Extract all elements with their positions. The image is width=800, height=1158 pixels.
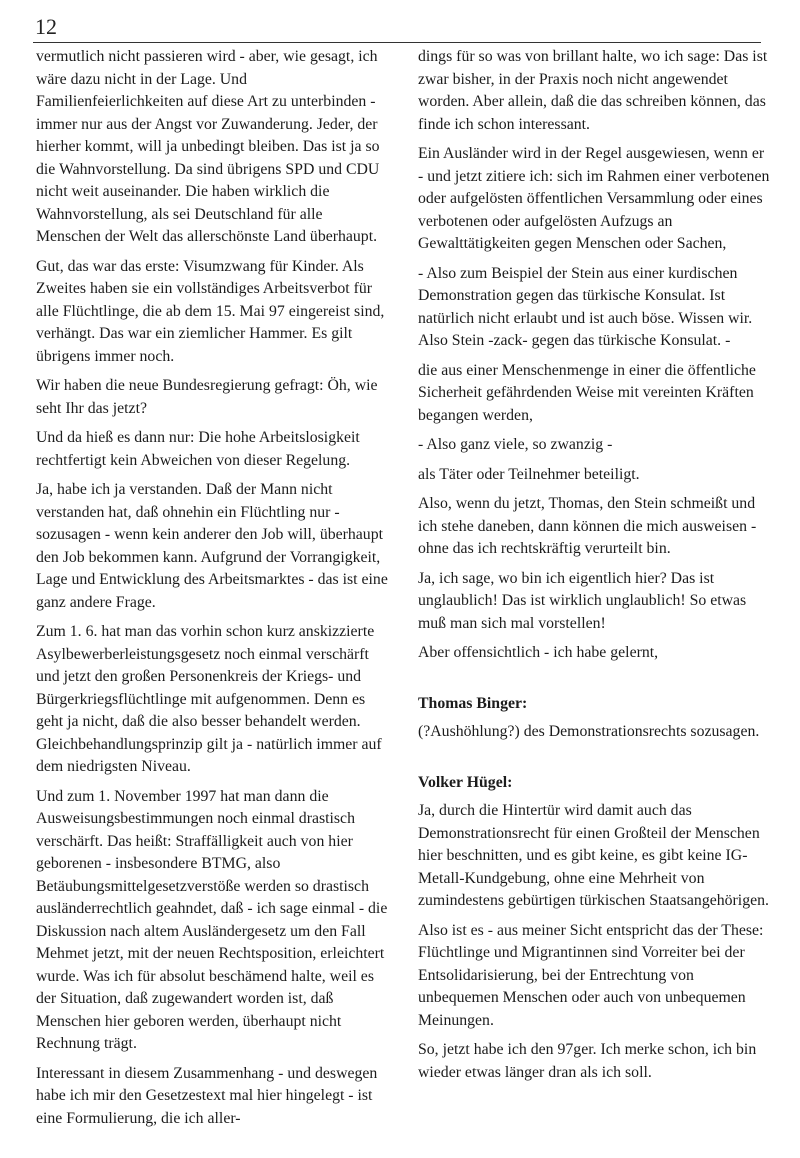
paragraph: dings für so was von brillant halte, wo ich sage: Das ist zwar bisher, in der Praxis noch nicht angewendet worden. Aber allein, daß die das schreiben können, das finde ich schon interessant.: [418, 48, 768, 133]
right-column: [418, 46, 770, 1091]
speaker-heading-thomas-binger: Thomas Binger:: [418, 694, 528, 712]
paragraph: Ja, habe ich ja verstanden. Daß der Mann nicht verstanden hat, daß ohnehin ein Flüchtling nur - sozusagen - wenn kein anderer den Job will, überhaupt den Job bekommen kann. Aufgrund der Vorrangigkeit, Lage und Entwicklung des Arbeitsmarktes - das ist eine ganz andere Frage.: [36, 481, 388, 611]
paragraph: Aber offensichtlich - ich habe gelernt,: [418, 644, 659, 661]
paragraph: Wir haben die neue Bundesregierung gefragt: Öh, wie seht Ihr das jetzt?: [36, 377, 378, 417]
header-rule: [33, 42, 761, 43]
paragraph: Zum 1. 6. hat man das vorhin schon kurz anskizzierte Asylbewerberleistungsgesetz noch einmal verschärft und jetzt den großen Personenkreis der Kriegs- und Bürgerkriegsflüchtlinge mit aufgenommen. Denn es geht ja nicht, daß die also besser behandelt werden. Gleichbehandlungsprinzip gilt ja - natürlich immer auf dem niedrigsten Niveau.: [36, 623, 382, 775]
paragraph: - Also zum Beispiel der Stein aus einer kurdischen Demonstration gegen das türkische Konsulat. Ist natürlich nicht erlaubt und ist auch böse. Wissen wir. Also Stein -zack- gegen das türkische Konsulat. -: [418, 264, 753, 349]
left-column: [36, 46, 388, 1137]
paragraph: Ein Ausländer wird in der Regel ausgewiesen, wenn er - und jetzt zitiere ich: sich im Rahmen einer verbotenen oder aufgelösten öffentlichen Versammlung oder eines verbotenen oder aufgelösten Aufzugs an Gewalttätigkeiten gegen Menschen oder Sachen,: [418, 145, 770, 252]
paragraph: Ja, durch die Hintertür wird damit auch das Demonstrationsrecht für einen Großteil der Menschen hier beschnitten, und es gibt keine, es gibt keine IG-Metall-Kundgebung, ohne eine Mehrheit von zumindestens gebürtigen türkischen Staatsangehörigen.: [418, 802, 769, 909]
page-number: 12: [35, 14, 57, 39]
paragraph: Ja, ich sage, wo bin ich eigentlich hier? Das ist unglaublich! Das ist wirklich unglaublich! So etwas muß man sich mal vorstellen!: [418, 569, 747, 632]
paragraph: - Also ganz viele, so zwanzig -: [418, 436, 613, 453]
paragraph: Also, wenn du jetzt, Thomas, den Stein schmeißt und ich stehe daneben, dann können die mich ausweisen - ohne das ich rechtskräftig verurteilt bin.: [418, 495, 757, 557]
paragraph: Interessant in diesem Zusammenhang - und deswegen habe ich mir den Gesetzestext mal hier hingelegt - ist eine Formulierung, die ich aller-: [36, 1064, 378, 1127]
paragraph: die aus einer Menschenmenge in einer die öffentliche Sicherheit gefährdenden Weise mit vereinten Kräften begangen werden,: [418, 361, 756, 424]
paragraph: als Täter oder Teilnehmer beteiligt.: [418, 465, 640, 483]
speaker-heading-volker-huegel: Volker Hügel:: [418, 773, 513, 791]
paragraph: Und zum 1. November 1997 hat man dann die Ausweisungsbestimmungen noch einmal drastisch verschärft. Das heißt: Straffälligkeit auch von hier geborenen - insbesondere BTMG, also Betäubungsmittelgesetzverstöße werden so drastisch ausländerrechtlich geahndet, daß - ich sage einmal - die Diskussion nach altem Ausländergesetz um den Fall Mehmet jetzt, mit der neuen Rechtsposition, erleichtert wurde. Was ich für absolut beschämend halte, weil es der Situation, daß zugewandert worden ist, daß Menschen hier geboren werden, überhaupt nicht Rechnung trägt.: [36, 787, 388, 1052]
paragraph: Und da hieß es dann nur: Die hohe Arbeitslosigkeit rechtfertigt kein Abweichen von dieser Regelung.: [36, 429, 360, 469]
paragraph: (?Aushöhlung?) des Demonstrationsrechts sozusagen.: [418, 723, 760, 740]
paragraph: Gut, das war das erste: Visumzwang für Kinder. Als Zweites haben sie ein vollständiges Arbeitsverbot für alle Flüchtlinge, die ab dem 15. Mai 97 eingereist sind, verhängt. Das war ein ziemlicher Hammer. Es gilt übrigens immer noch.: [36, 257, 385, 365]
paragraph: Also ist es - aus meiner Sicht entspricht das der These: Flüchtlinge und Migrantinnen sind Vorreiter bei der Entsolidarisierung, bei der Entrechtung von unbequemen Menschen oder auch von unbequemen Meinungen.: [418, 921, 764, 1029]
paragraph: So, jetzt habe ich den 97ger. Ich merke schon, ich bin wieder etwas länger dran als ich soll.: [418, 1041, 757, 1081]
paragraph: vermutlich nicht passieren wird - aber, wie gesagt, ich wäre dazu nicht in der Lage. Und Familienfeierlichkeiten auf diese Art zu unterbinden - immer nur aus der Angst vor Zuwanderung. Jeder, der hierher kommt, will ja unbedingt bleiben. Das ist ja so die Wahnvorstellung. Da sind übrigens SPD und CDU nicht weit auseinander. Die haben wirklich die Wahnvorstellung, als sei Deutschland für alle Menschen der Welt das allerschönste Land überhaupt.: [36, 48, 380, 245]
